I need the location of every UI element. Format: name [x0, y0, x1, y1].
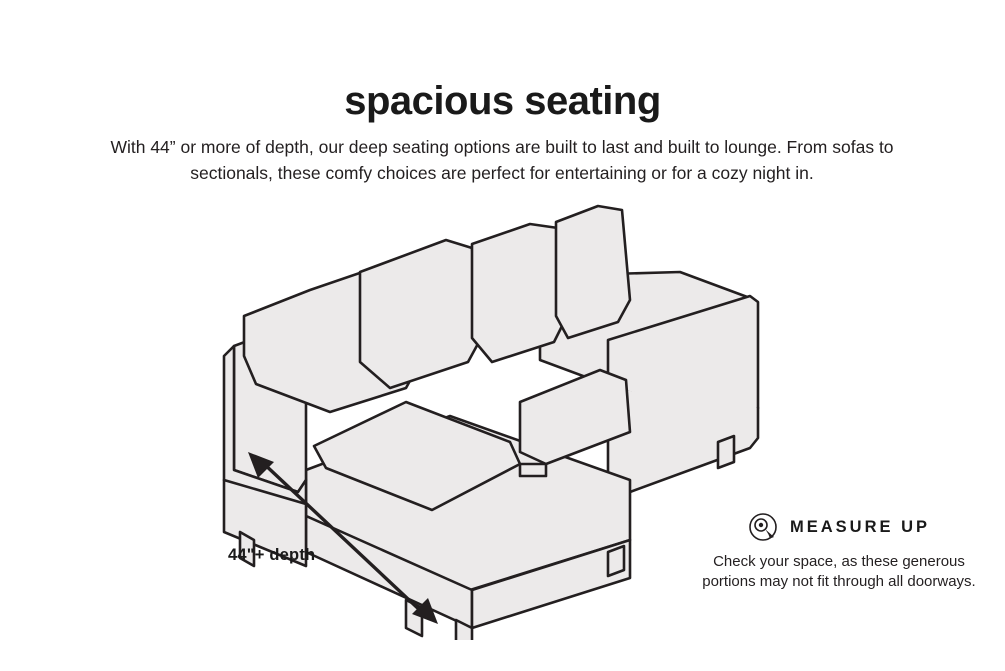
measure-up-block: [701, 512, 977, 593]
tape-measure-icon: [748, 512, 778, 542]
page-subcopy: With 44” or more of depth, our deep seating options are built to last and built to lounge. From sofas to sectionals, these comfy choices are perfect for entertaining or for a cozy night in.: [110, 136, 894, 183]
measure-up-title: MEASURE UP: [789, 517, 930, 536]
depth-label: 44"+ depth: [228, 546, 316, 564]
measure-up-note: Check your space, as these generous portions may not fit through all doorways.: [702, 553, 976, 591]
page-title: spacious seating: [344, 78, 661, 123]
depth-dimension-arrow: [244, 448, 444, 628]
